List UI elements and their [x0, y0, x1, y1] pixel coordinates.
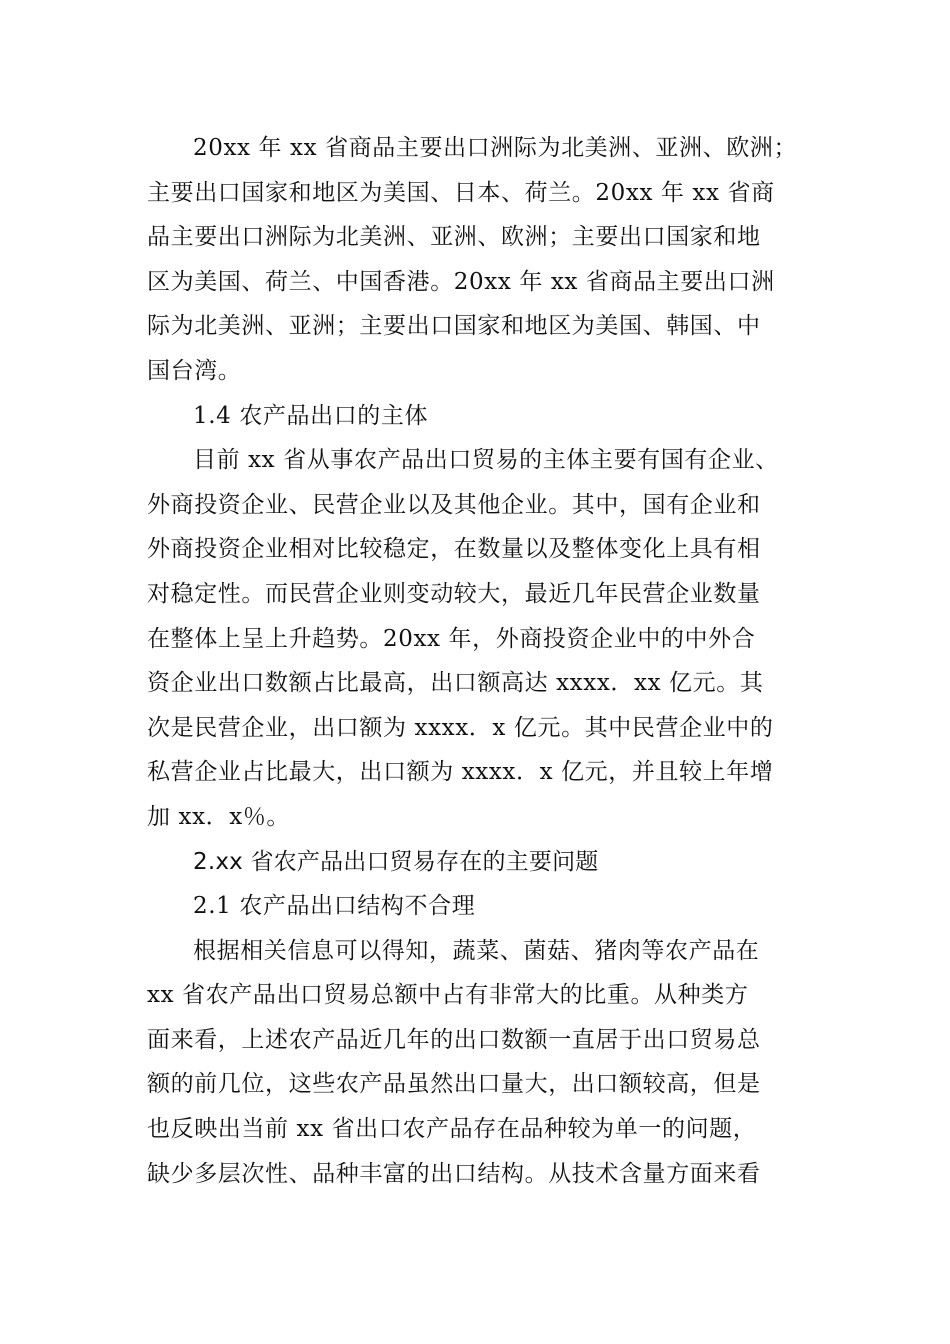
paragraph-export-structure: 根据相关信息可以得知，蔬菜、菌菇、猪肉等农产品在 xx 省农产品出口贸易总额中占有非常大的比重。从种类方 面来看，上述农产品近几年的出口数额一直居于出口贸易总 额的前几位，这些农产品虽然出口量大，出口额较高，但是 也反映出当前 xx 省出口农产品存在品种较为单一的问题， 缺少多层次性、品种丰富的出口结构。从技术含量方面来看 — [147, 937, 761, 1187]
paragraph-export-entities: 目前 xx 省从事农产品出口贸易的主体主要有国有企业、 外商投资企业、民营企业以及其他企业。其中，国有企业和 外商投资企业相对比较稳定，在数量以及整体变化上具有相 对稳定性。而民营企业则变动较大，最近几年民营企业数量 在整体上呈上升趋势。20xx 年，外商投资企业中的中外合 资企业出口数额占比最高，出口额高达 xxxx．xx 亿元。其 次是民营企业，出口额为 xxxx．x 亿元。其中民营企业中的 私营企业占比最大，出口额为 xxxx．x 亿元，并且较上年增 加 xx．x％。 — [147, 447, 779, 830]
document-page — [147, 126, 808, 1196]
section-heading-1-4: 1.4 农产品出口的主体 — [193, 402, 429, 429]
paragraph-export-destinations: 20xx 年 xx 省商品主要出口洲际为北美洲、亚洲、欧洲； 主要出口国家和地区为美国、日本、荷兰。20xx 年 xx 省商 品主要出口洲际为北美洲、亚洲、欧洲；主要出口国家和地 区为美国、荷兰、中国香港。20xx 年 xx 省商品主要出口洲 际为北美洲、亚洲；主要出口国家和地区为美国、韩国、中 国台湾。 — [147, 135, 798, 384]
section-heading-2: 2.xx 省农产品出口贸易存在的主要问题 — [193, 848, 599, 875]
section-heading-2-1: 2.1 农产品出口结构不合理 — [193, 893, 476, 920]
